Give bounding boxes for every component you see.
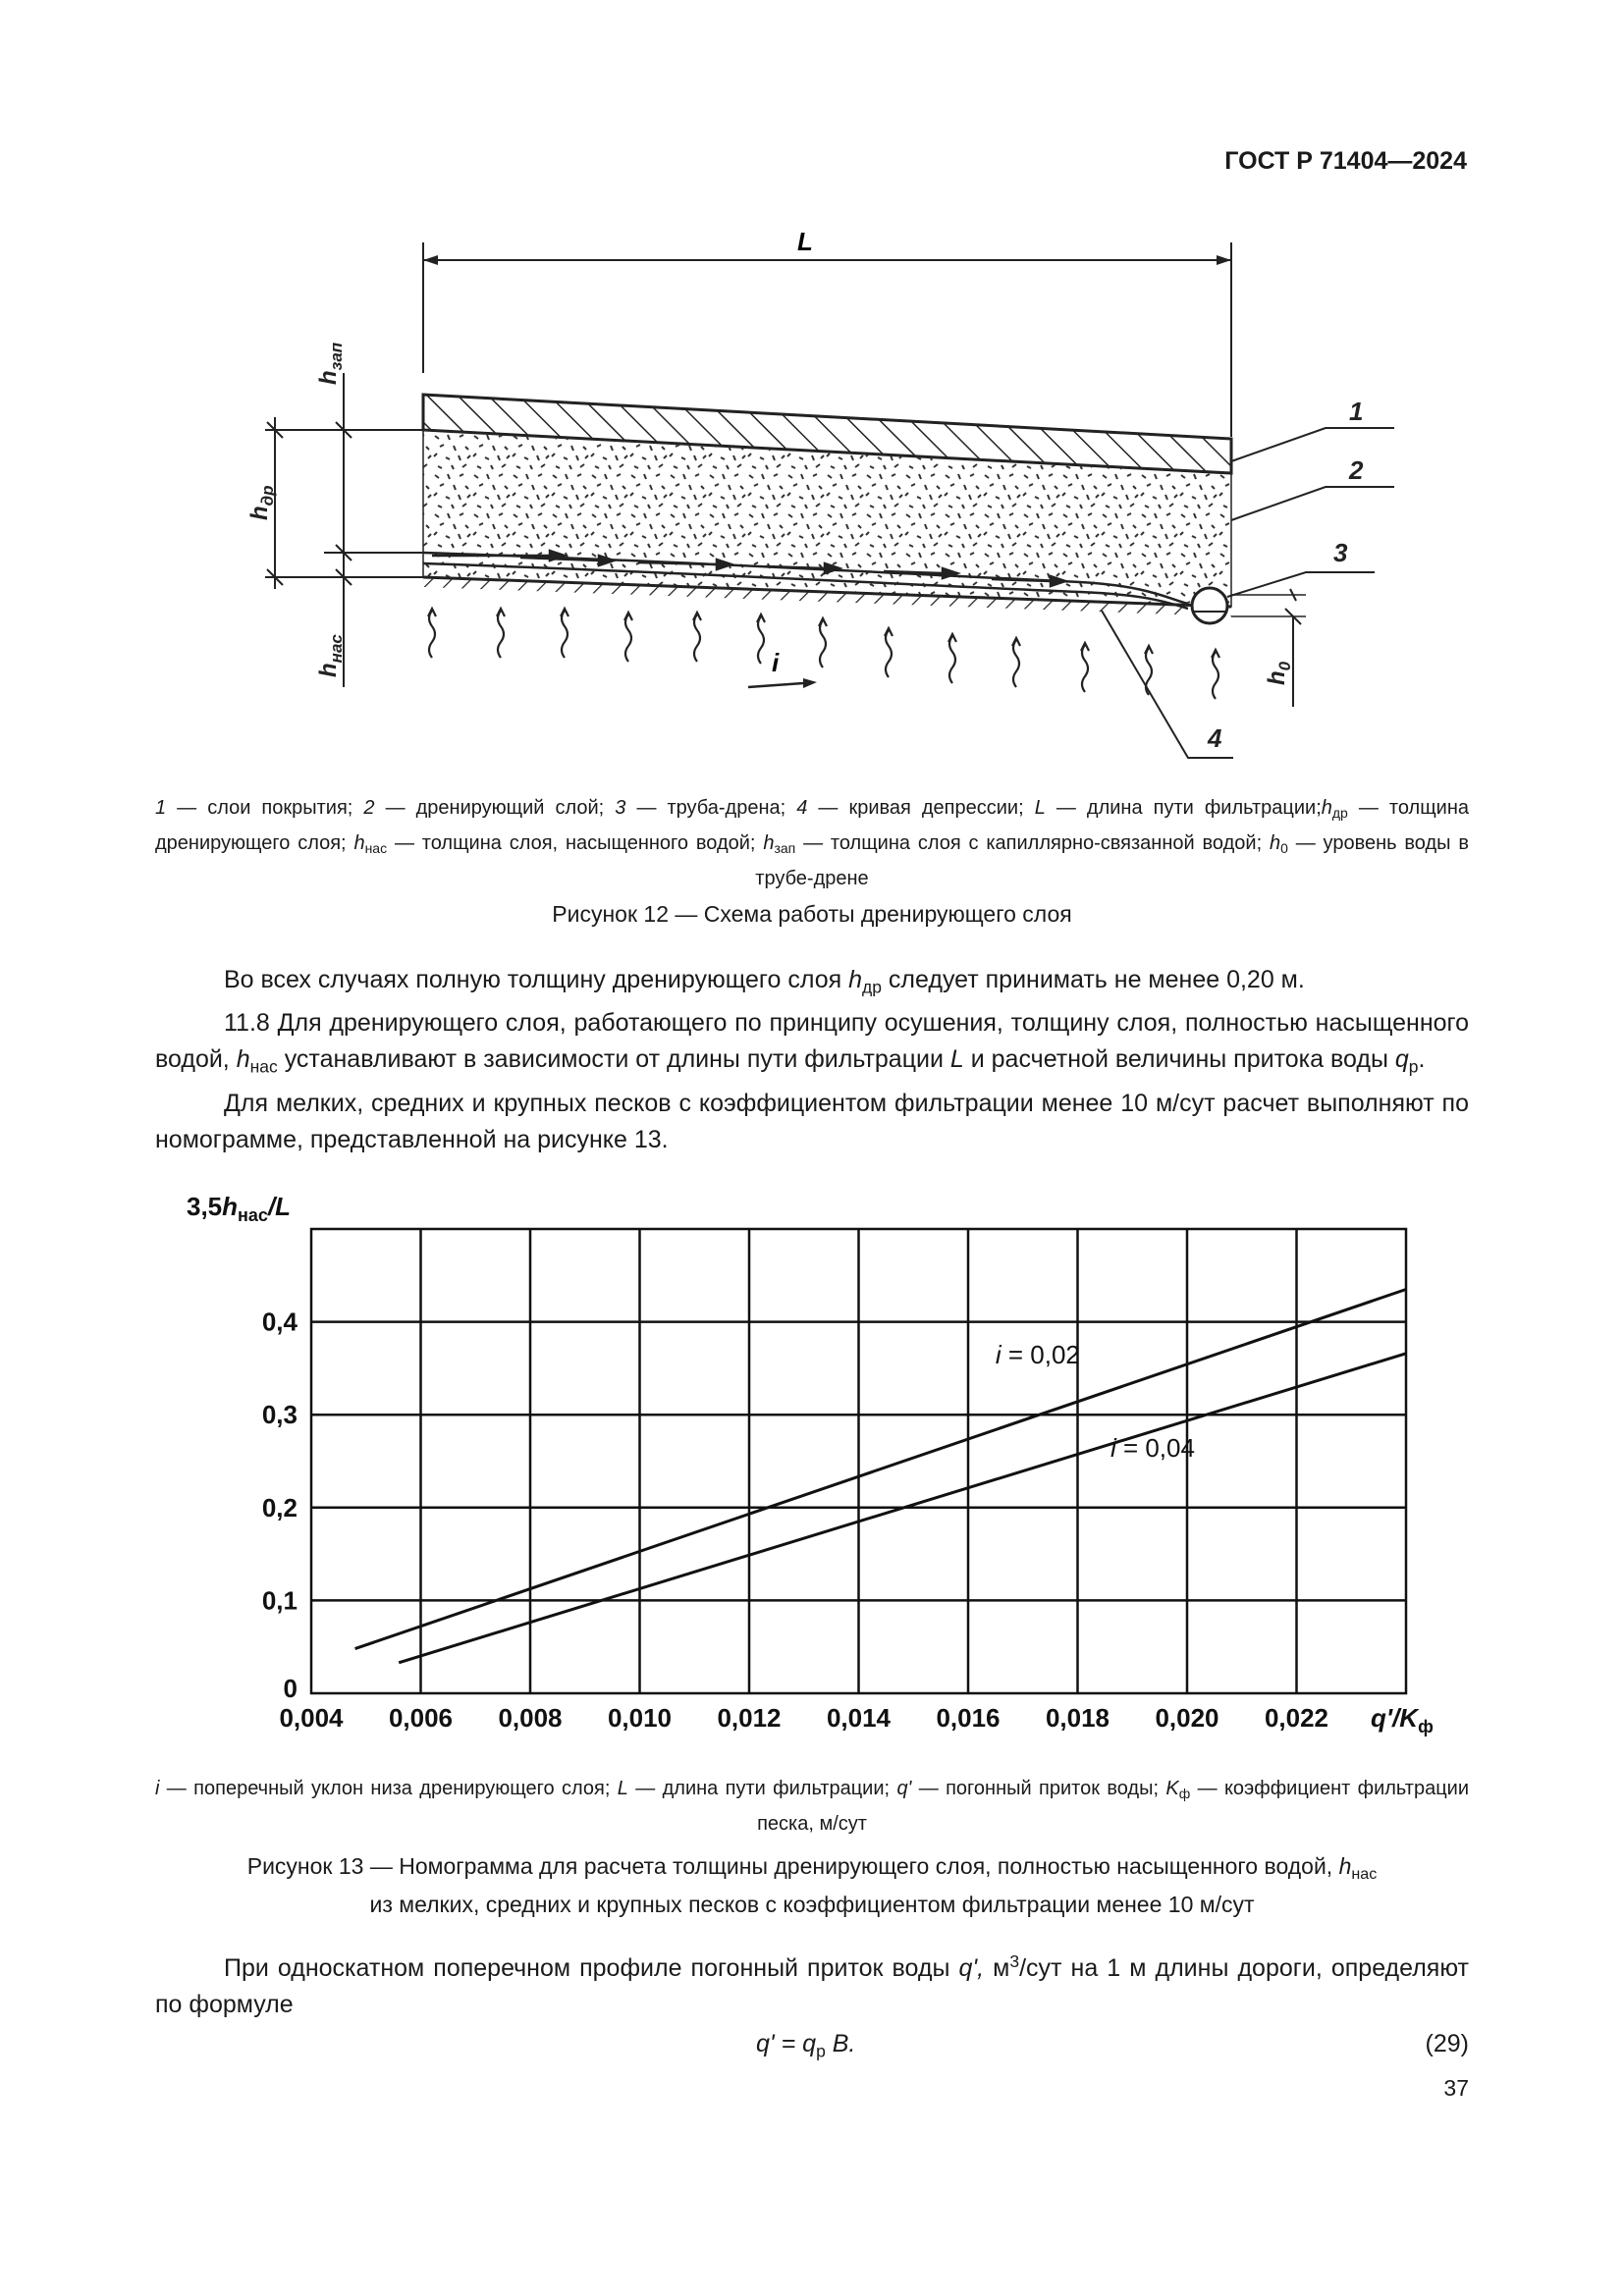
formula-number: (29) — [1425, 2030, 1469, 2057]
series-line-1 — [355, 1289, 1406, 1648]
body-text-1 — [155, 962, 1469, 1158]
legend-12-text: — толщина слоя с капиллярно-связанной водой; — [795, 832, 1270, 855]
legend-12-text: — дренирующий слой; — [374, 797, 616, 819]
legend-12-text: — толщина дренирующего слоя; — [155, 797, 1470, 855]
legend-12-text: — слои покрытия; — [166, 797, 364, 819]
y-tick-label: 0 — [283, 1674, 298, 1703]
h-0-label: $h_0$ — [1264, 661, 1294, 685]
slope-label: i — [772, 648, 780, 677]
callout-3: 3 — [1333, 538, 1348, 567]
callout-1: 1 — [1349, 397, 1364, 426]
figure-12-caption: Рисунок 12 — Схема работы дренирующего слоя — [552, 901, 1072, 927]
document-id: ГОСТ Р 71404—2024 — [1224, 147, 1467, 175]
callout-2: 2 — [1349, 455, 1364, 485]
legend-12-symbol: 3 — [615, 797, 626, 819]
paragraph-4: При односкатном поперечном профиле погонный приток воды q', $м^3$/сут на 1 м длины дороги, определяют по формуле — [155, 1951, 1469, 2018]
legend-12-subscript: зап — [774, 840, 796, 857]
capillary-arrows — [428, 609, 1219, 699]
legend-12-text: — кривая депрессии; — [807, 797, 1035, 819]
figure-13-caption: Рисунок 13 — Номограмма для расчета толщины дренирующего слоя, полностью насыщенного водой, $h_{нас}$ из мелких, средних и крупных песков с коэффициентом фильтрации менее 10 м/сут — [246, 1853, 1378, 1917]
figure-12-drainage-diagram — [0, 0, 1624, 785]
legend-12-symbol: 4 — [796, 797, 808, 819]
y-tick-label: 0,2 — [261, 1492, 298, 1522]
x-tick-label: 0,014 — [826, 1703, 892, 1733]
legend-12-symbol: L — [1034, 797, 1046, 819]
legend-12-subscript: др — [1331, 805, 1348, 822]
x-tick-label: 0,022 — [1264, 1703, 1329, 1733]
legend-12-text: — уровень воды в трубе-дрене — [755, 832, 1469, 890]
legend-12-text: — труба-дрена; — [625, 797, 797, 819]
figure-13-nomogram-chart — [0, 1178, 1624, 1767]
x-tick-label: 0,016 — [936, 1703, 1001, 1733]
legend-12-symbol: h — [1321, 797, 1332, 819]
x-axis-label: $q'/K_ф$ — [1371, 1703, 1434, 1736]
figure-12-legend — [155, 793, 1469, 894]
y-tick-label: 0,1 — [261, 1585, 298, 1616]
x-tick-label: 0,020 — [1155, 1703, 1219, 1733]
figure-13-legend: i — поперечный уклон низа дренирующего слоя; L — длина пути фильтрации; q' — погонный приток воды; $K_ф$ — коэффициент фильтрации песка, м/сут — [155, 1778, 1469, 1836]
paragraph-3: Для мелких, средних и крупных песков с коэффициентом фильтрации менее 10 м/сут расчет выполняют по номограмме, представленной на рисунке 13. — [155, 1089, 1469, 1153]
series-label-1: i = 0,02 — [995, 1340, 1080, 1370]
x-tick-label: 0,004 — [279, 1703, 344, 1733]
page-number: 37 — [1443, 2075, 1469, 2101]
drain-pipe-icon — [1192, 588, 1227, 623]
formula-29: $q' = q_р$ B. (29) — [756, 2030, 1469, 2061]
paragraph-2: 11.8 Для дренирующего слоя, работающего по принципу осушения, толщину слоя, полностью насыщенного водой, $h_{нас}$ устанавливают в зависимости от длины пути фильтрации L и расчетной величины притока воды $q_р$. — [155, 1009, 1469, 1077]
legend-12-symbol: h — [1269, 832, 1281, 855]
legend-12-text: — длина пути фильтрации; — [1045, 797, 1322, 819]
legend-12-symbol: 1 — [155, 797, 167, 819]
legend-12-symbol: 2 — [363, 797, 375, 819]
h-zap-label: $h_{зап}$ — [315, 342, 346, 385]
paragraph-1: Во всех случаях полную толщину дренирующего слоя $h_{др}$ следует принимать не менее 0,20 м. — [224, 966, 1305, 997]
y-axis-label: $3,5h_{нас}/L$ — [187, 1192, 292, 1225]
legend-12-symbol: h — [353, 832, 365, 855]
x-tick-label: 0,012 — [717, 1703, 782, 1733]
body-text-2 — [155, 1944, 1469, 2023]
x-tick-label: 0,018 — [1045, 1703, 1110, 1733]
h-nas-label: $h_{нас}$ — [315, 634, 346, 677]
legend-12-symbol: h — [763, 832, 775, 855]
x-tick-label: 0,008 — [498, 1703, 563, 1733]
x-tick-label: 0,010 — [607, 1703, 673, 1733]
h-dr-label: $h_{др}$ — [246, 485, 277, 520]
dim-L-label: L — [797, 227, 813, 256]
series-label-2: i = 0,04 — [1110, 1432, 1195, 1463]
x-tick-label: 0,006 — [388, 1703, 454, 1733]
y-tick-label: 0,4 — [261, 1307, 298, 1337]
y-tick-label: 0,3 — [261, 1400, 298, 1430]
legend-12-subscript: 0 — [1280, 840, 1288, 857]
legend-12-text: — толщина слоя, насыщенного водой; — [387, 832, 764, 855]
legend-12-subscript: нас — [364, 840, 388, 857]
callout-4: 4 — [1208, 723, 1222, 753]
